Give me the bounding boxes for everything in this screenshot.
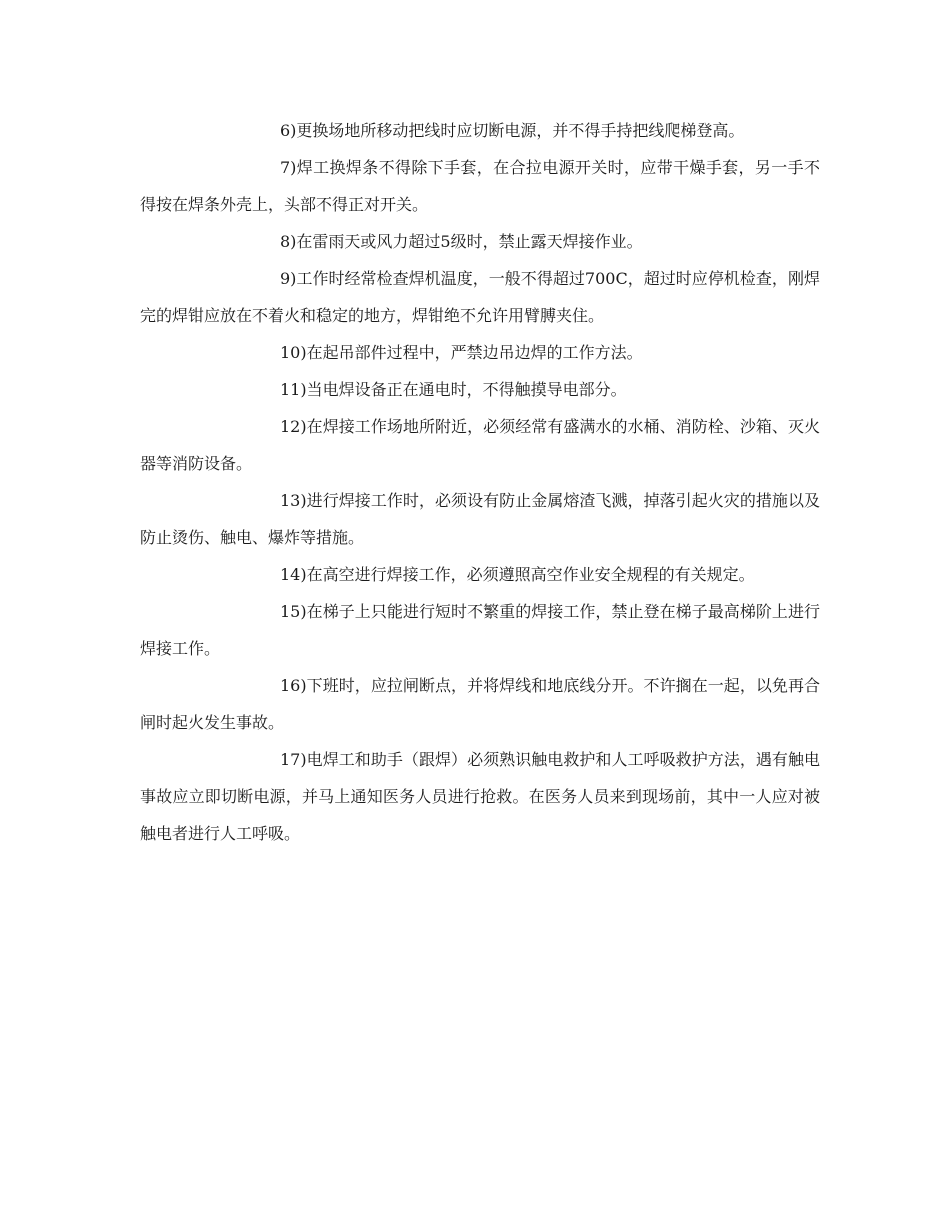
paragraph-8: 8)在雷雨天或风力超过5级时，禁止露天焊接作业。 xyxy=(280,232,643,251)
paragraph-12: 12)在焊接工作场地所附近，必须经常有盛满水的水桶、消防栓、沙箱、灭火器等消防设备。 xyxy=(140,417,820,473)
paragraph-13: 13)进行焊接工作时，必须设有防止金属熔渣飞溅，掉落引起火灾的措施以及防止烫伤、触电、爆炸等措施。 xyxy=(140,491,820,547)
paragraph-16: 16)下班时，应拉闸断点，并将焊线和地底线分开。不许搁在一起，以免再合闸时起火发生事故。 xyxy=(140,676,820,732)
document-body xyxy=(140,112,820,852)
paragraph-7: 7)焊工换焊条不得除下手套，在合拉电源开关时，应带干燥手套，另一手不得按在焊条外壳上，头部不得正对开关。 xyxy=(140,158,820,214)
paragraph-14: 14)在高空进行焊接工作，必须遵照高空作业安全规程的有关规定。 xyxy=(280,565,755,584)
paragraph-15: 15)在梯子上只能进行短时不繁重的焊接工作，禁止登在梯子最高梯阶上进行焊接工作。 xyxy=(140,602,820,658)
paragraph-10: 10)在起吊部件过程中，严禁边吊边焊的工作方法。 xyxy=(280,343,643,362)
paragraph-9: 9)工作时经常检查焊机温度，一般不得超过700C，超过时应停机检查，刚焊完的焊钳应放在不着火和稳定的地方，焊钳绝不允许用臂膊夹住。 xyxy=(140,269,820,325)
paragraph-6: 6)更换场地所移动把线时应切断电源，并不得手持把线爬梯登高。 xyxy=(280,121,745,140)
paragraph-11: 11)当电焊设备正在通电时，不得触摸导电部分。 xyxy=(280,380,627,399)
paragraph-17: 17)电焊工和助手（跟焊）必须熟识触电救护和人工呼吸救护方法，遇有触电事故应立即切断电源，并马上通知医务人员进行抢救。在医务人员来到现场前，其中一人应对被触电者进行人工呼吸。 xyxy=(140,750,820,843)
